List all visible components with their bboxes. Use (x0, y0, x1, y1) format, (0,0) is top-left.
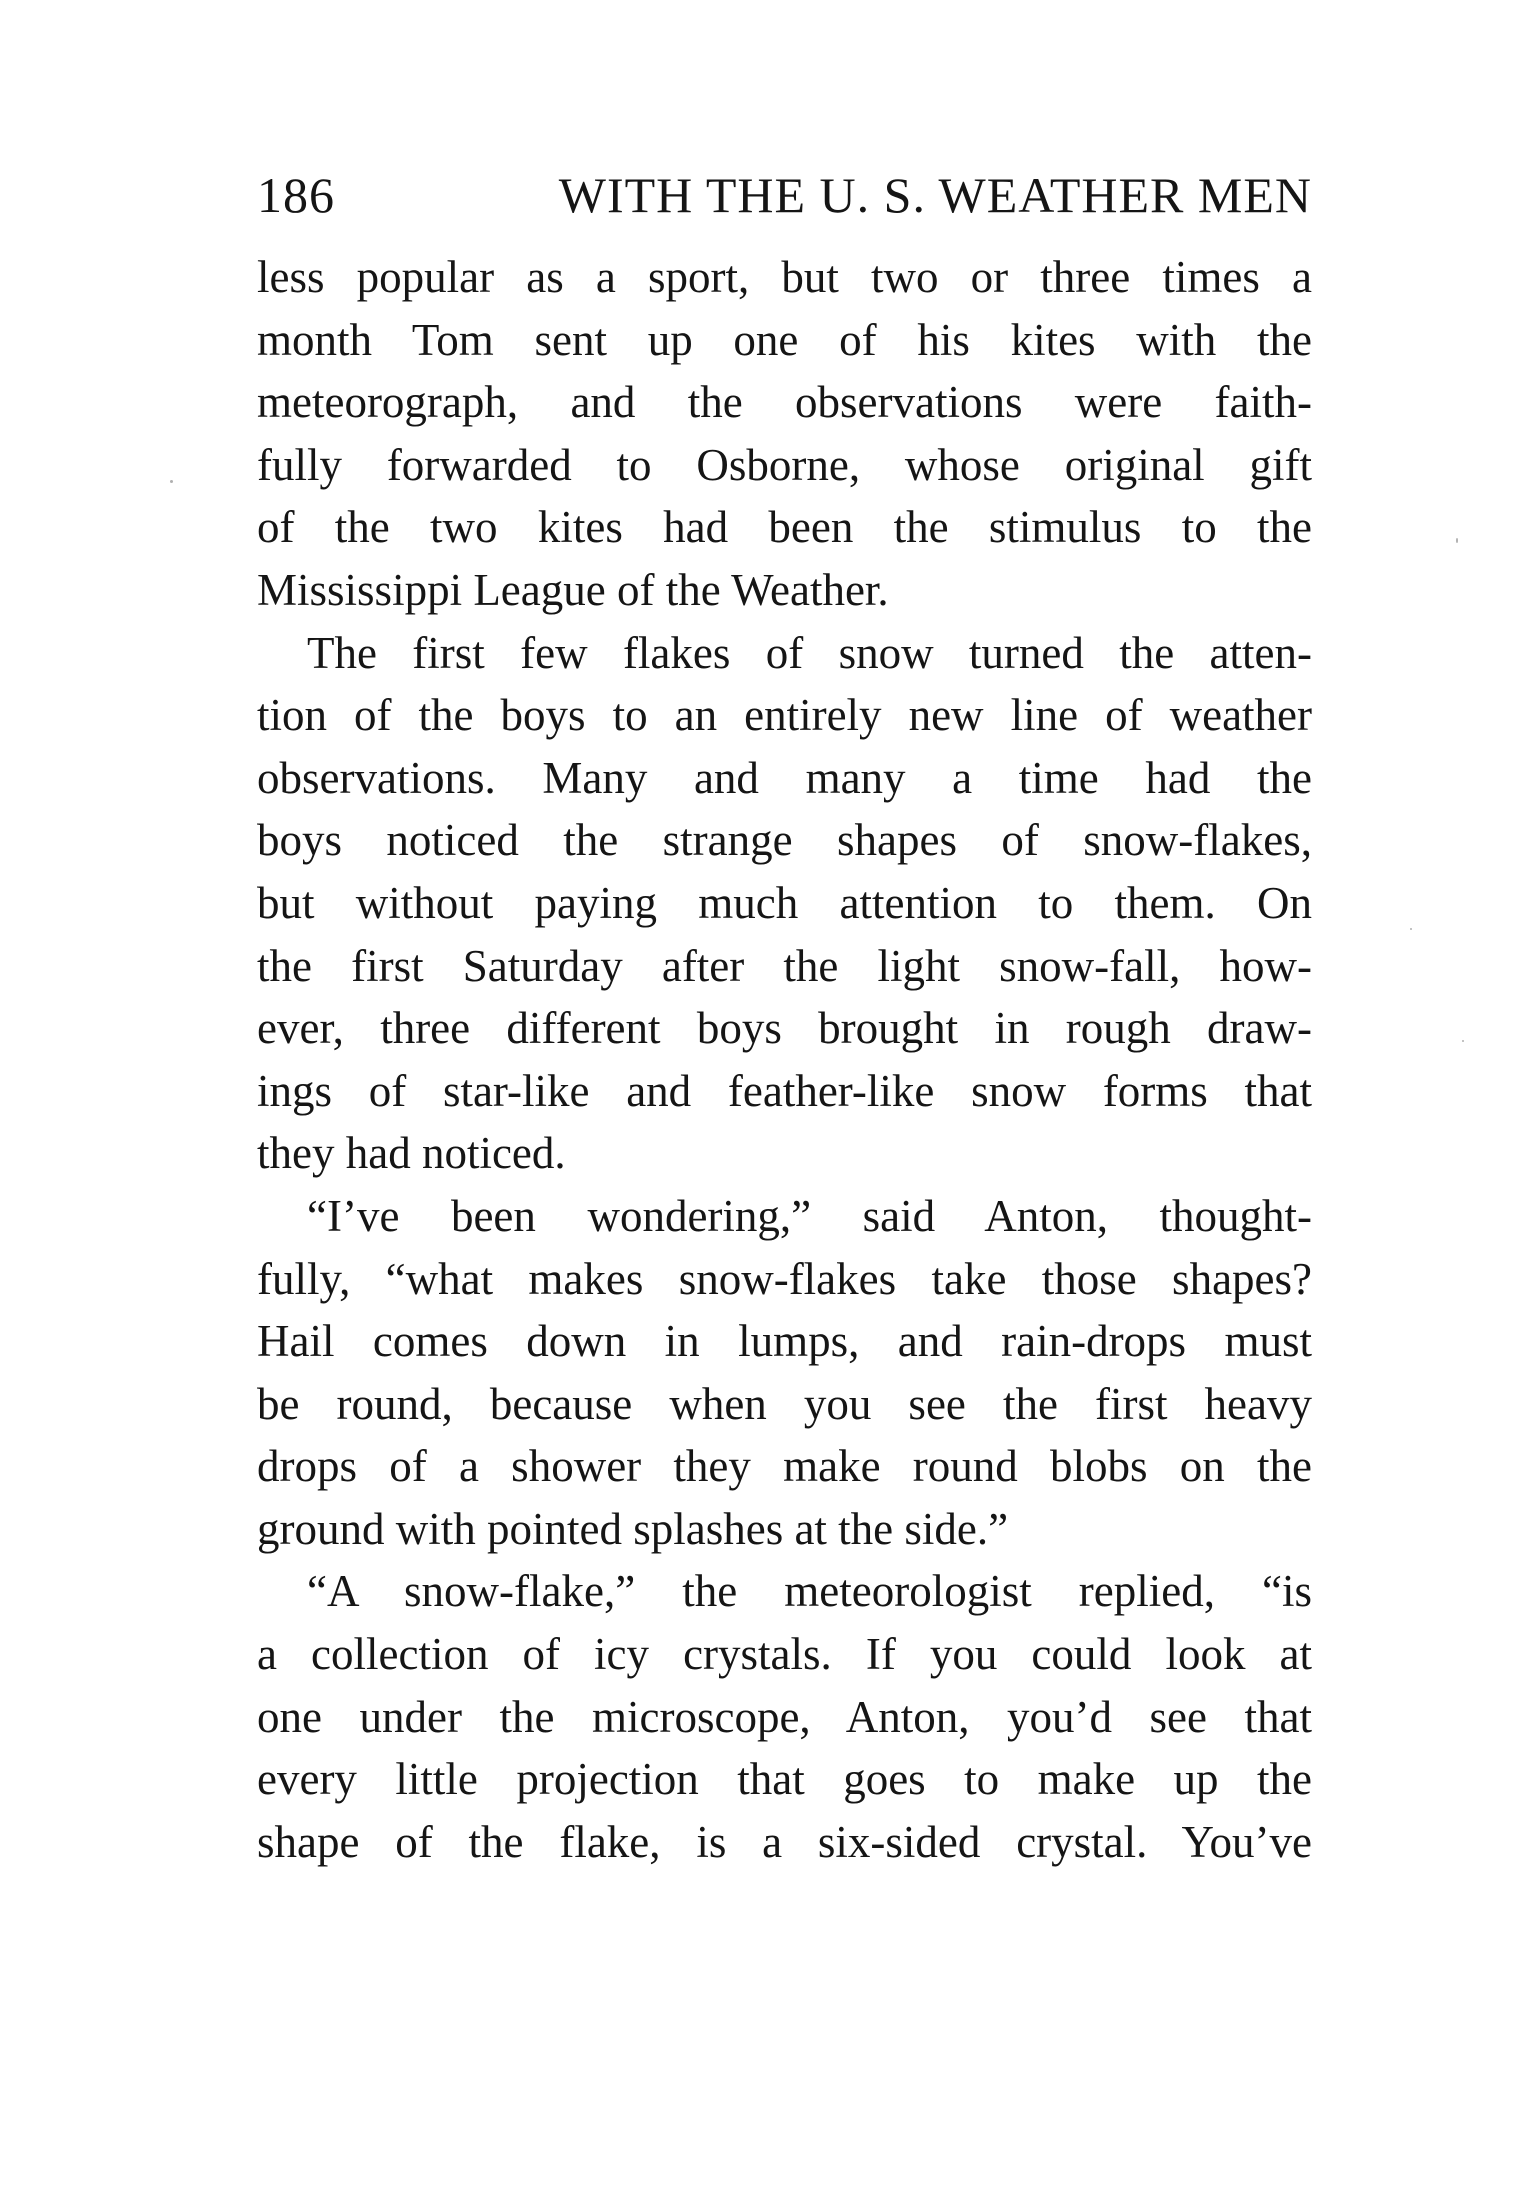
paragraph (257, 622, 1312, 1185)
text-line: they had noticed. (257, 1128, 566, 1179)
text-line: “I’ve been wondering,” said Anton, thought- (307, 1190, 1312, 1241)
running-title: WITH THE U. S. WEATHER MEN (558, 167, 1312, 223)
text-line: ever, three different boys brought in rough draw- (257, 1003, 1312, 1054)
text-line: ground with pointed splashes at the side.” (257, 1503, 1009, 1554)
text-line: ings of star-like and feather-like snow forms that (257, 1065, 1312, 1116)
scan-speck (170, 480, 173, 483)
paragraph (257, 246, 1312, 622)
text-line: month Tom sent up one of his kites with the (257, 314, 1312, 365)
text-line: “A snow-flake,” the meteorologist replied, “is (307, 1566, 1312, 1617)
text-line: of the two kites had been the stimulus to the (257, 502, 1312, 553)
text-line: The first few flakes of snow turned the atten- (307, 627, 1312, 678)
text-line: Hail comes down in lumps, and rain-drops must (257, 1316, 1312, 1367)
text-line: the first Saturday after the light snow-fall, how- (257, 940, 1312, 991)
text-line: a collection of icy crystals. If you could look at (257, 1629, 1312, 1680)
paragraph (257, 1560, 1312, 1873)
page-number: 186 (257, 167, 335, 223)
text-line: drops of a shower they make round blobs on the (257, 1441, 1312, 1492)
text-line: fully forwarded to Osborne, whose original gift (257, 439, 1312, 490)
text-line: meteorograph, and the observations were faith- (257, 377, 1312, 428)
text-line: less popular as a sport, but two or three times a (257, 252, 1312, 302)
text-line: fully, “what makes snow-flakes take those shapes? (257, 1253, 1312, 1304)
text-line: tion of the boys to an entirely new line of weather (257, 690, 1312, 741)
paragraph (257, 1185, 1312, 1561)
text-line: but without paying much attention to them. On (257, 877, 1312, 928)
body-text (257, 246, 1312, 1873)
scan-speck (1456, 538, 1458, 543)
text-line: observations. Many and many a time had the (257, 752, 1312, 803)
text-line: shape of the flake, is a six-sided crystal. You’ve (257, 1816, 1312, 1867)
scan-speck (1462, 1040, 1464, 1042)
text-line: be round, because when you see the first heavy (257, 1378, 1312, 1429)
running-head (257, 160, 1312, 230)
scan-speck (1410, 928, 1412, 930)
text-line: Mississippi League of the Weather. (257, 564, 889, 615)
text-line: boys noticed the strange shapes of snow-flakes, (257, 815, 1312, 866)
text-line: one under the microscope, Anton, you’d see that (257, 1691, 1312, 1742)
text-line: every little projection that goes to make up the (257, 1754, 1312, 1805)
